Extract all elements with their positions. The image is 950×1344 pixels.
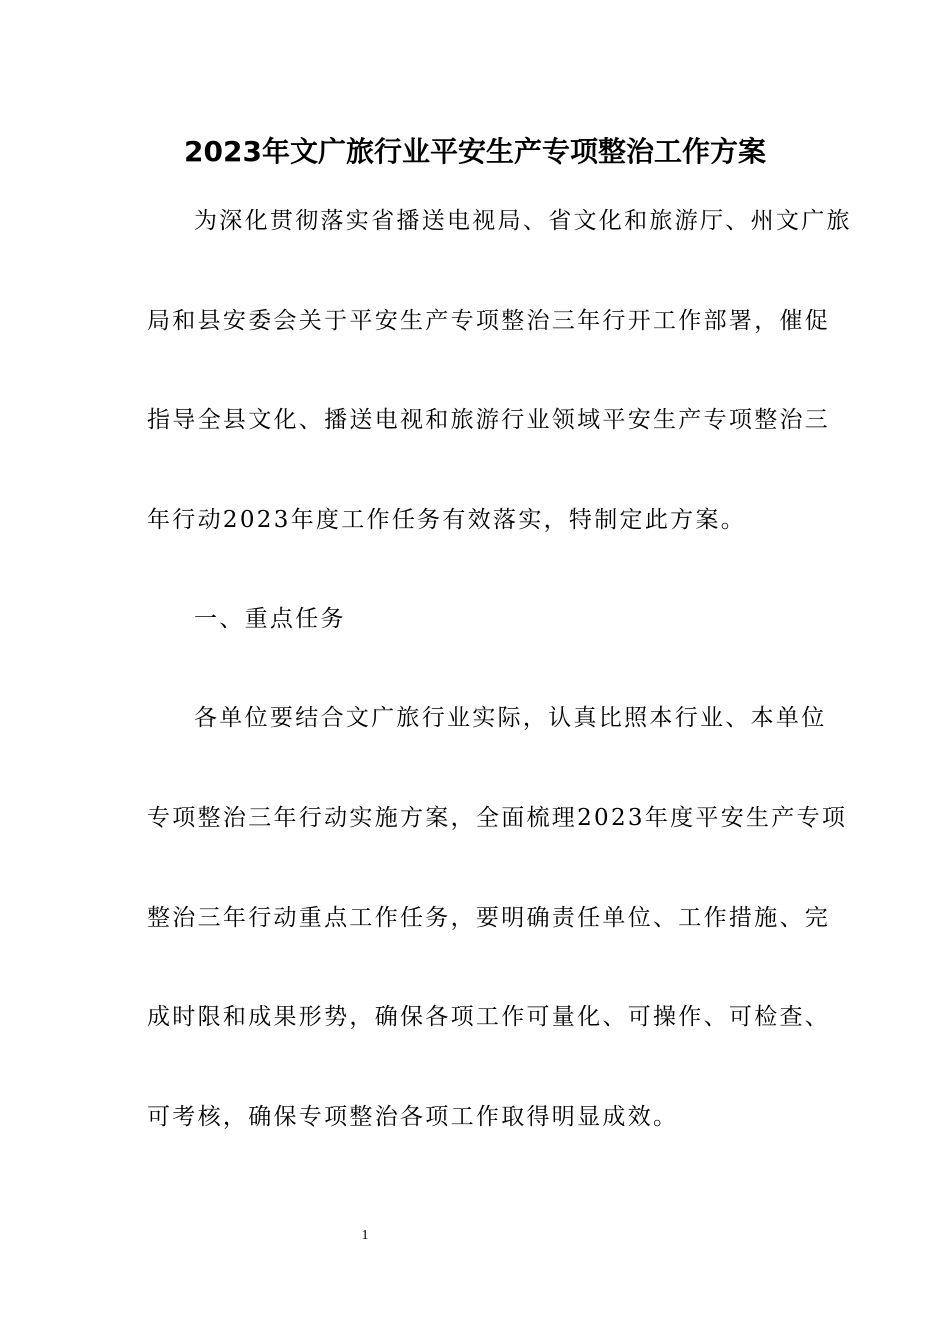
paragraph-1-line-4: 年行动2023年度工作任务有效落实，特制定此方案。 xyxy=(147,507,747,533)
paragraph-2-line-2: 专项整治三年行动实施方案，全面梳理2023年度平安生产专项 xyxy=(147,805,848,831)
paragraph-1-line-3: 指导全县文化、播送电视和旅游行业领域平安生产专项整治三 xyxy=(147,407,831,433)
paragraph-1-line-2: 局和县安委会关于平安生产专项整治三年行开工作部署，催促 xyxy=(147,308,831,334)
paragraph-2-line-5: 可考核，确保专项整治各项工作取得明显成效。 xyxy=(147,1104,679,1130)
paragraph-2-line-3: 整治三年行动重点工作任务，要明确责任单位、工作措施、完 xyxy=(147,905,831,931)
page-number: 1 xyxy=(361,1228,369,1243)
paragraph-1-line-1: 为深化贯彻落实省播送电视局、省文化和旅游厅、州文广旅 xyxy=(194,208,852,234)
paragraph-2-line-4: 成时限和成果形势，确保各项工作可量化、可操作、可检查、 xyxy=(147,1004,831,1030)
paragraph-2-line-1: 各单位要结合文广旅行业实际，认真比照本行业、本单位 xyxy=(194,705,827,731)
document-title: 2023年文广旅行业平安生产专项整治工作方案 xyxy=(184,135,766,168)
section-heading-key-tasks: 一、重点任务 xyxy=(194,606,346,632)
